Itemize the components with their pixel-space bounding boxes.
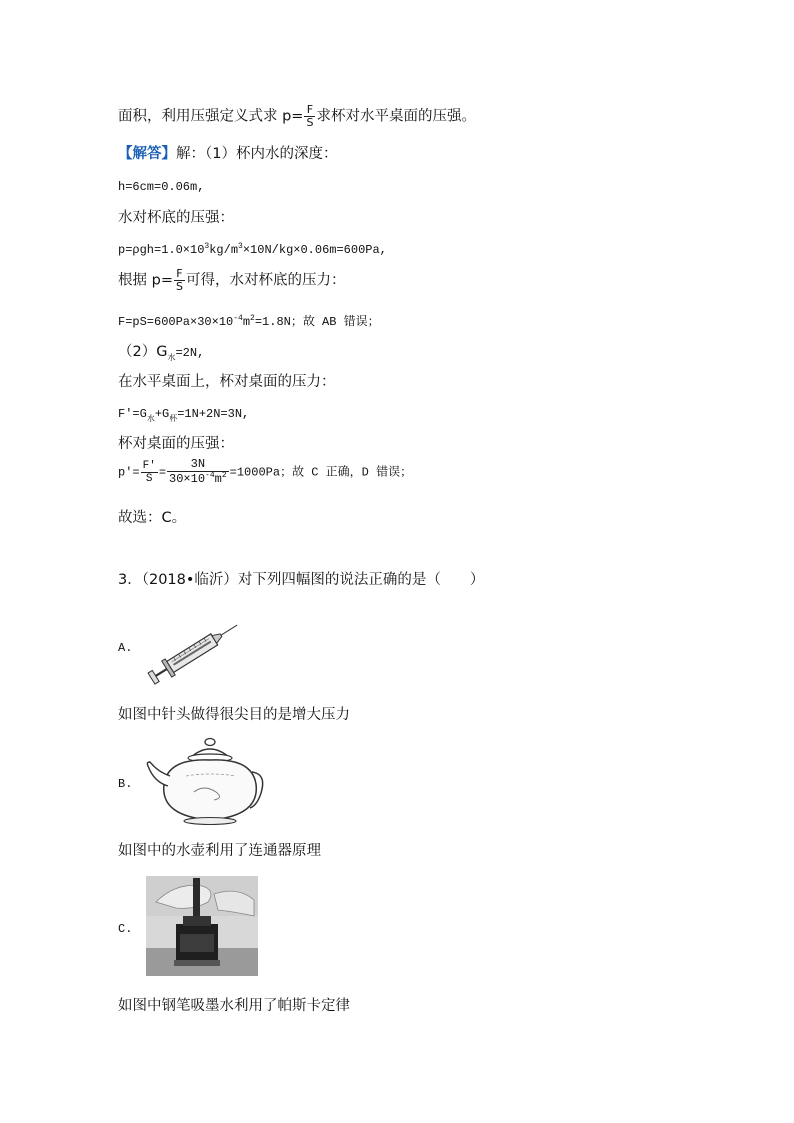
subscript: 水 [146, 413, 155, 423]
text-line-9: 在水平桌面上，杯对桌面的压力： [118, 374, 336, 390]
text-line-5 [118, 242, 387, 257]
text-line-1 [118, 104, 476, 129]
text-segment: kg/m [209, 243, 239, 257]
text-segment: m [214, 472, 222, 487]
text-segment: F′=G [118, 407, 147, 421]
text-line-8 [118, 344, 204, 362]
option-c-letter: C. [118, 922, 133, 936]
text-line-7 [118, 314, 380, 329]
text-segment: ×10N/kg×0.06m=600Pa, [242, 243, 387, 257]
superscript: 2 [250, 314, 255, 323]
syringe-image [144, 612, 246, 692]
teapot-image [144, 736, 266, 828]
text-segment: m [242, 315, 251, 329]
text-segment: 30×10 [169, 472, 206, 487]
numerator: F [304, 104, 315, 117]
superscript: -4 [233, 314, 243, 323]
answer-tag: 【解答】 [118, 146, 176, 162]
text-segment: =1N+2N=3N, [177, 407, 250, 421]
superscript: -4 [205, 471, 215, 481]
text-segment: 解：（1）杯内水的深度： [176, 146, 338, 162]
text-line-13: 故选：C。 [118, 510, 187, 526]
text-line-6 [118, 268, 345, 293]
text-line-12 [118, 458, 412, 486]
subscript: 杯 [169, 413, 178, 423]
option-a-text: 如图中针头做得很尖目的是增大压力 [118, 707, 350, 723]
text-segment: 根据 p= [118, 272, 173, 289]
question-3-stem: 3．（2018•临沂）对下列四幅图的说法正确的是（ ） [118, 572, 485, 588]
text-segment: p′= [118, 465, 140, 480]
text-segment: （2）G [118, 344, 168, 360]
text-segment: =1000Pa；故 C 正确，D 错误； [229, 465, 413, 480]
text-line-11: 杯对桌面的压强： [118, 436, 234, 452]
equals-sign: = [158, 465, 167, 480]
fraction-f-over-s [304, 104, 315, 129]
text-line-10 [118, 405, 249, 423]
superscript: 3 [238, 242, 243, 251]
answer-heading [118, 146, 337, 163]
fraction-f-over-s [174, 268, 185, 293]
fraction-3n-over-area [167, 458, 229, 486]
numerator: 3N [167, 458, 229, 472]
text-line-3: h=6cm=0.06m, [118, 180, 205, 194]
text-segment: 面积，利用压强定义式求 p= [118, 108, 304, 125]
option-b-letter: B. [118, 777, 133, 791]
text-segment: =2N, [175, 346, 205, 360]
numerator: F′ [142, 459, 156, 472]
text-segment: 可得，水对杯底的压力： [185, 272, 346, 289]
option-a-letter: A. [118, 641, 133, 655]
text-segment: F=pS=600Pa×30×10 [118, 315, 234, 329]
text-segment: p=ρgh=1.0×10 [118, 243, 205, 257]
subscript: 水 [167, 352, 176, 362]
option-b-text: 如图中的水壶利用了连通器原理 [118, 843, 321, 859]
denominator: S [175, 280, 183, 294]
denominator: S [306, 116, 314, 130]
denominator: S [145, 472, 153, 485]
superscript: 3 [204, 242, 210, 251]
option-c-text: 如图中钢笔吸墨水利用了帕斯卡定律 [118, 998, 350, 1014]
text-line-4: 水对杯底的压强： [118, 210, 234, 226]
fountain-pen-ink-image [146, 876, 258, 976]
text-segment: 求杯对水平桌面的压强。 [316, 108, 476, 125]
text-segment: =1.8N；故 AB 错误； [254, 315, 380, 329]
superscript: 2 [221, 471, 227, 481]
text-segment: +G [154, 407, 170, 421]
numerator: F [174, 268, 185, 281]
denominator [167, 472, 229, 486]
fraction-fprime-over-s [141, 460, 158, 485]
